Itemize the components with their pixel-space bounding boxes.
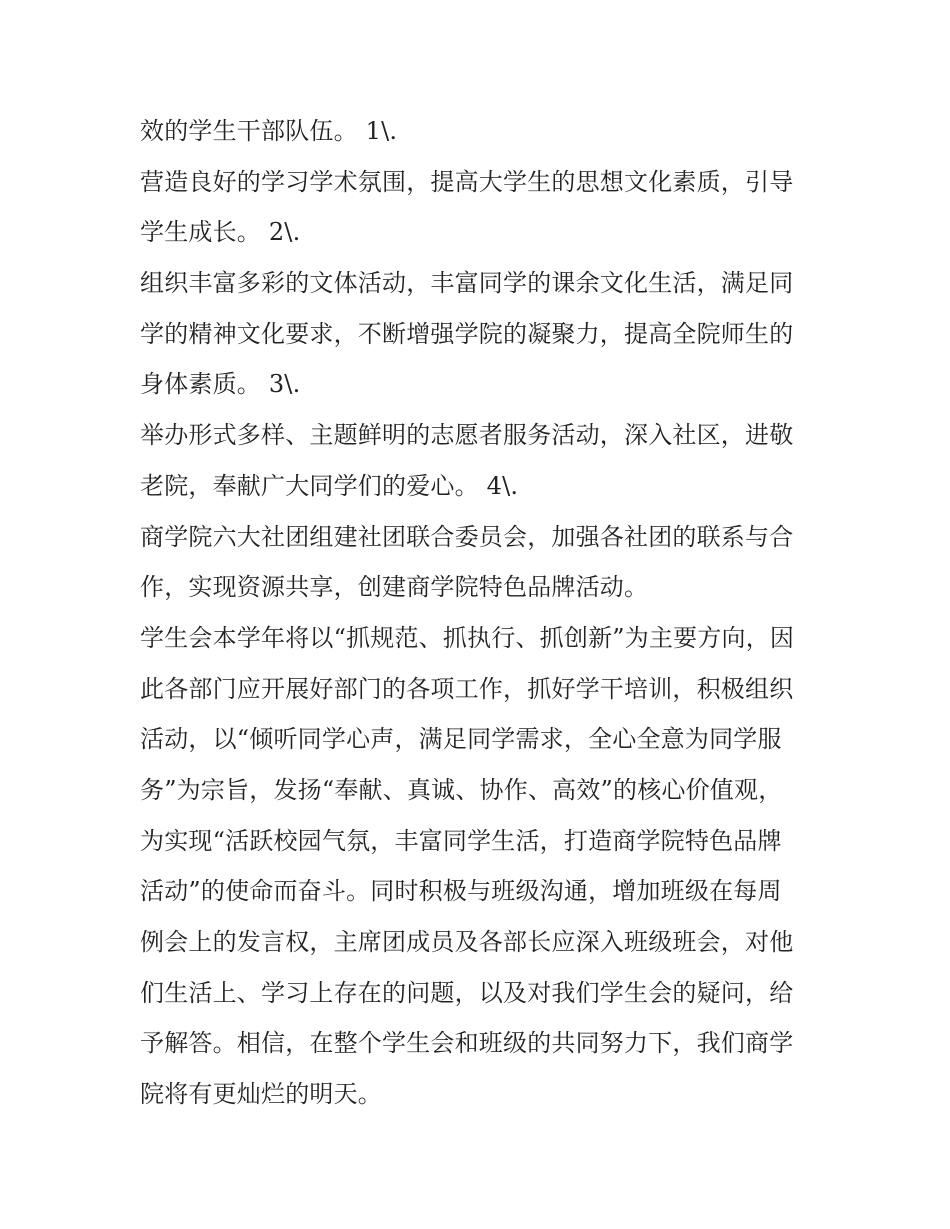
text-line: 学生会本学年将以“抓规范、抓执行、抓创新”为主要方向，因 [140, 623, 795, 652]
text-line: 举办形式多样、主题鲜明的志愿者服务活动，深入社区，进敬 [140, 421, 794, 450]
text-line: 务”为宗旨，发扬“奉献、真诚、协作、高效”的核心价值观， [140, 775, 783, 804]
text-line: 学的精神文化要求，不断增强学院的凝聚力，提高全院师生的 [140, 319, 794, 348]
text-line: 例会上的发言权，主席团成员及各部长应深入班级班会，对他 [140, 928, 794, 956]
text-line: 作，实现资源共享，创建商学院特色品牌活动。 [140, 573, 649, 602]
text-line: 组织丰富多彩的文体活动，丰富同学的课余文化生活，满足同 [140, 269, 794, 298]
text-line: 为实现“活跃校园气氛，丰富同学生活，打造商学院特色品牌 [140, 826, 782, 855]
text-line: 商学院六大社团组建社团联合委员会，加强各社团的联系与合 [140, 522, 794, 551]
text-line: 营造良好的学习学术氛围，提高大学生的思想文化素质，引导 [140, 167, 794, 196]
text-line: 予解答。相信，在整个学生会和班级的共同努力下，我们商学 [140, 1029, 794, 1058]
text-line: 学生成长。 2\. [140, 218, 301, 247]
text-line: 们生活上、学习上存在的问题，以及对我们学生会的疑问，给 [140, 978, 794, 1007]
text-line: 老院，奉献广大同学们的爱心。 4\. [140, 471, 519, 500]
text-line: 院将有更灿烂的明天。 [140, 1080, 382, 1109]
text-line: 身体素质。 3\. [140, 370, 301, 399]
text-line: 活动，以“倾听同学心声，满足同学需求，全心全意为同学服 [140, 725, 782, 754]
text-line: 效的学生干部队伍。 1\. [140, 117, 398, 145]
body-text [140, 106, 820, 1120]
text-line: 此各部门应开展好部门的各项工作，抓好学干培训，积极组织 [140, 674, 794, 703]
text-line: 活动”的使命而奋斗。同时积极与班级沟通，增加班级在每周 [140, 877, 782, 906]
